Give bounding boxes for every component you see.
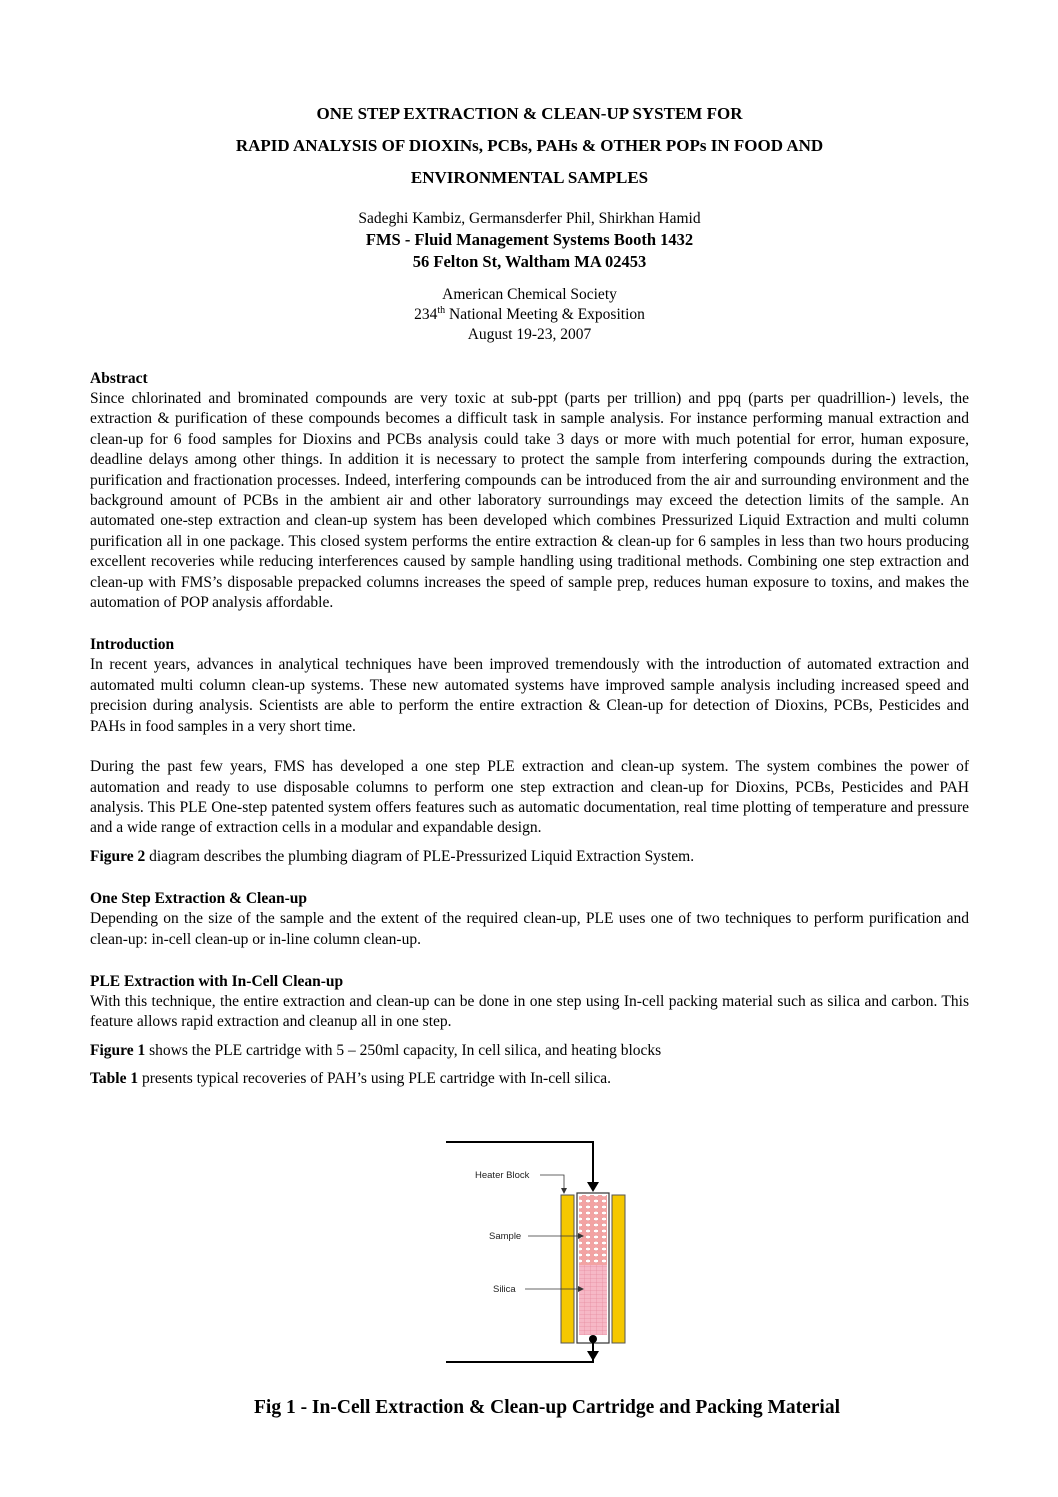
figure-2-ref-bold: Figure 2 (90, 847, 146, 865)
one-step-section (90, 889, 969, 950)
ple-incell-section (90, 972, 969, 1090)
figure-1-caption: Fig 1 - In-Cell Extraction & Clean-up Cartridge and Packing Material (253, 1397, 841, 1418)
heater-leader-arrow-icon (561, 1188, 567, 1194)
table-1-reference (90, 1069, 969, 1089)
figure-1-reference (90, 1041, 969, 1061)
introduction-section (90, 635, 969, 867)
conference-block (90, 285, 969, 345)
outlet-line (446, 1343, 593, 1362)
silica-packing (579, 1265, 607, 1335)
figure-2-reference (90, 847, 969, 867)
paper-title-line-3: ENVIRONMENTAL SAMPLES (410, 168, 649, 187)
abstract-text: Since chlorinated and brominated compounds are very toxic at sub-ppt (parts per trillion) and ppq (parts per quadrillion-) levels, the extraction & purification of these compounds becomes a difficult task in sample analysis. For instance performing manual extraction and clean-up for 6 food samples for Dioxins and PCBs analysis could take 3 days or more with much potential for error, human exposure, deadline delays among other things. In addition it is necessary to protect the sample from interfering compounds during the extraction, purification and fractionation processes. Indeed, interfering compounds can be introduced from the air and surrounding environment and the background amount of PCBs in the ambient air and other laboratory surroundings may exceed the detection limits of the sample. An automated one-step extraction and clean-up system has been developed which combines Pressurized Liquid Extraction and multi column purification all in one package. This closed system performs the entire extraction & clean-up for 6 samples in less than two hours producing excellent recoveries while reducing interferences caused by sample handling using traditional methods. Combining one step extraction and clean-up with FMS’s disposable prepacked columns increases the speed of sample prep, reduces human exposure to toxins, and makes the automation of POP analysis affordable. (90, 390, 969, 612)
conference-ordinal: th (437, 304, 446, 316)
label-heater-block: Heater Block (475, 1170, 530, 1181)
affiliation-line-1: FMS - Fluid Management Systems Booth 1432 (365, 230, 694, 249)
one-step-heading: One Step Extraction & Clean-up (90, 890, 307, 908)
figure-2-ref-text: diagram describes the plumbing diagram of PLE-Pressurized Liquid Extraction System. (145, 847, 695, 865)
label-sample: Sample (489, 1231, 522, 1242)
heater-block-right (612, 1195, 625, 1343)
figure-1-ref-text: shows the PLE cartridge with 5 – 250ml capacity, In cell silica, and heating blocks (145, 1041, 662, 1059)
paper-title-line-2: RAPID ANALYSIS OF DIOXINs, PCBs, PAHs & OTHER POPs IN FOOD AND (235, 136, 824, 155)
paper-title-line-1: ONE STEP EXTRACTION & CLEAN-UP SYSTEM FOR (316, 104, 743, 123)
inlet-arrow-icon (587, 1182, 599, 1192)
ple-incell-text: With this technique, the entire extraction and clean-up can be done in one step using In-cell packing material such as silica and carbon. This feature allows rapid extraction and cleanup all in one step. (90, 992, 969, 1031)
heater-block-left (561, 1195, 574, 1343)
one-step-text: Depending on the size of the sample and the extent of the required clean-up, PLE uses one of two techniques to perform purification and clean-up: in-cell clean-up or in-line column clean-up. (90, 910, 969, 948)
conference-dates: August 19-23, 2007 (467, 326, 592, 343)
conference-society: American Chemical Society (442, 286, 617, 303)
introduction-paragraph-1: In recent years, advances in analytical techniques have been improved tremendously with the introduction of automated extraction and automated multi column clean-up systems. These new automated systems have improved sample analysis including increased speed and precision during analysis. Scientists are able to perform the entire extraction & Clean-up for detection of Dioxins, PCBs, Pesticides and PAHs in food samples in a very short time. (90, 656, 969, 735)
sample-packing (579, 1195, 607, 1265)
paper-page (90, 98, 969, 1090)
outlet-arrow-icon (587, 1351, 599, 1361)
label-silica: Silica (493, 1284, 516, 1295)
introduction-heading: Introduction (90, 636, 175, 654)
abstract-section (90, 369, 969, 613)
affiliation-line-2: 56 Felton St, Waltham MA 02453 (412, 252, 647, 271)
conference-meeting (90, 305, 969, 325)
conference-number: 234 (414, 306, 438, 323)
figure-1-ref-bold: Figure 1 (90, 1041, 146, 1059)
ple-incell-heading: PLE Extraction with In-Cell Clean-up (90, 972, 344, 990)
abstract-heading: Abstract (90, 370, 148, 387)
conference-meeting-name: National Meeting & Exposition (445, 306, 645, 323)
introduction-paragraph-2: During the past few years, FMS has developed a one step PLE extraction and clean-up system. The system combines the power of automation and ready to use disposable columns to perform one step extraction and clean-up for Dioxins, PCBs, Pesticides and PAH analysis. This PLE One-step patented system offers features such as automatic documentation, real time plotting of temperature and pressure and a wide range of extraction cells in a modular and expandable design. (90, 758, 969, 837)
heater-leader-line (540, 1175, 564, 1190)
cartridge-figure (440, 1138, 640, 1378)
title-block (90, 98, 969, 194)
table-1-ref-text: presents typical recoveries of PAH’s using PLE cartridge with In-cell silica. (138, 1070, 612, 1088)
outlet-frit-icon (589, 1335, 597, 1343)
authors: Sadeghi Kambiz, Germansderfer Phil, Shirkhan Hamid (358, 210, 701, 227)
table-1-ref-bold: Table 1 (90, 1070, 139, 1088)
